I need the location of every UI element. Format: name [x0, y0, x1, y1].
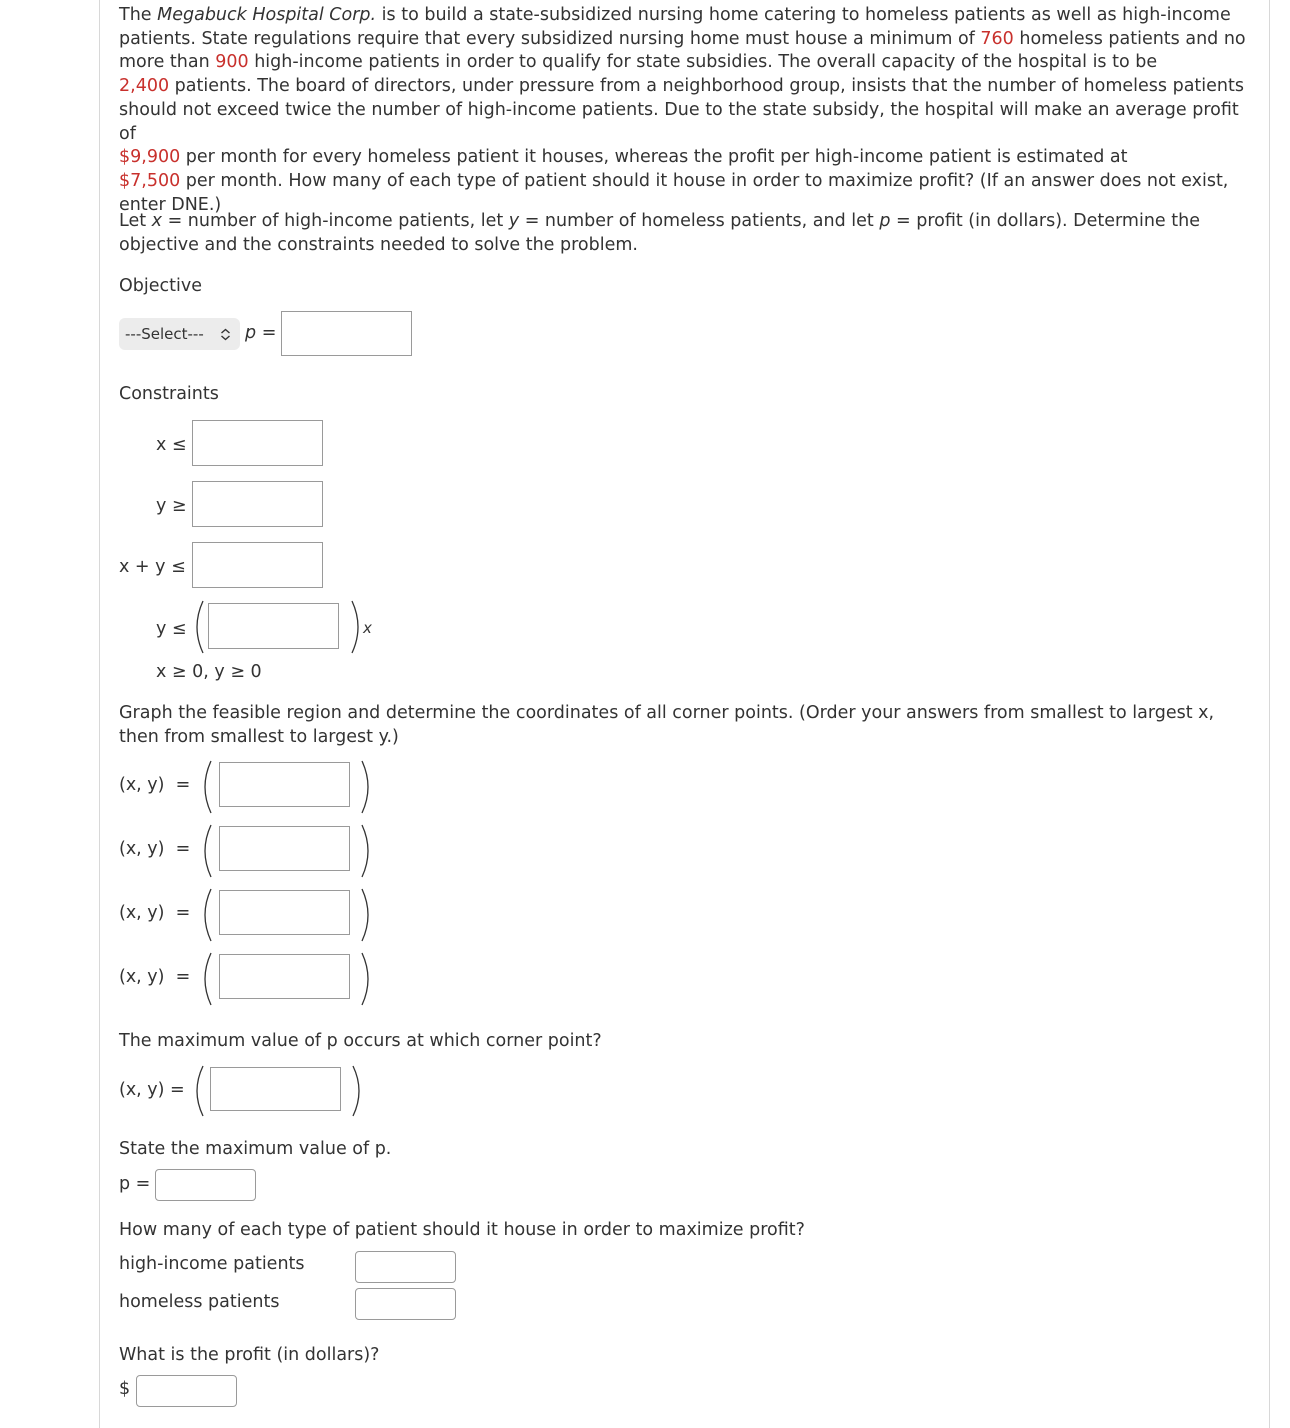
constraint-ratio-input[interactable] [208, 603, 339, 649]
left-paren-icon [198, 952, 214, 1006]
corner-label-1: (x, y) = [119, 775, 191, 795]
objective-heading: Objective [119, 276, 202, 296]
corner-input-1[interactable] [219, 762, 350, 807]
profit-highincome-value: $7,500 [119, 170, 181, 191]
max-value-question: State the maximum value of p. [119, 1139, 392, 1159]
constraint-x-input[interactable] [192, 420, 323, 466]
constraint-x-label: x ≤ [156, 435, 187, 455]
profit-question: What is the profit (in dollars)? [119, 1345, 380, 1365]
left-paren-icon [190, 600, 206, 654]
high-income-input[interactable] [355, 1251, 456, 1283]
chevron-updown-icon [220, 328, 231, 341]
max-point-question: The maximum value of p occurs at which corner point? [119, 1031, 602, 1051]
constraints-heading: Constraints [119, 384, 219, 404]
patients-question: How many of each type of patient should it house in order to maximize profit? [119, 1220, 805, 1240]
homeless-label: homeless patients [119, 1292, 280, 1312]
corner-input-4[interactable] [219, 954, 350, 999]
constraint-y-label: y ≥ [156, 496, 187, 516]
profit-homeless-value: $9,900 [119, 147, 181, 168]
max-value-label: p = [119, 1174, 151, 1194]
profit-input[interactable] [136, 1375, 237, 1407]
corner-instruction: Graph the feasible region and determine the coordinates of all corner points. (Order your answers from smallest to largest x, then from smallest to largest y.) [119, 703, 1215, 747]
right-paren-icon [359, 888, 375, 942]
constraint-sum-label: x + y ≤ [119, 557, 186, 577]
right-paren-icon [359, 952, 375, 1006]
select-value: ---Select--- [125, 325, 204, 343]
left-paren-icon [198, 888, 214, 942]
currency-symbol: $ [119, 1379, 131, 1399]
problem-statement: The Megabuck Hospital Corp. is to build a state-subsidized nursing home catering to homeless patients as well as high-income patients. State regulations require that every subsidized nursing home must house a minimum of 760 homeless patients and no more than 900 high-income patients in order to qualify for state subsidies. The overall capacity of the hospital is to be 2,400 patients. The board of directors, under pressure from a neighborhood group, insists that the number of homeless patients should not exceed twice the number of high-income patients. Due to the state subsidy, the hospital will make an average profit of $9,900 per month for every homeless patient it houses, whereas the profit per high-income patient is estimated at $7,500 per month. How many of each type of patient should it house in order to maximize profit? (If an answer does not exist, enter DNE.) [119, 5, 1246, 215]
constraint-ratio-suffix: x [363, 619, 372, 637]
constraint-sum-input[interactable] [192, 542, 323, 588]
corner-label-2: (x, y) = [119, 839, 191, 859]
corner-input-2[interactable] [219, 826, 350, 871]
corner-input-3[interactable] [219, 890, 350, 935]
min-homeless-value: 760 [980, 28, 1014, 49]
constraint-ratio-label: y ≤ [156, 619, 187, 639]
capacity-value: 2,400 [119, 76, 170, 97]
variable-definitions: Let x = number of high-income patients, let y = number of homeless patients, and let p = profit (in dollars). Determine the objective and the constraints needed to solve the problem. [119, 211, 1200, 255]
right-paren-icon [359, 824, 375, 878]
corner-label-4: (x, y) = [119, 967, 191, 987]
high-income-label: high-income patients [119, 1254, 305, 1274]
corner-label-3: (x, y) = [119, 903, 191, 923]
max-point-label: (x, y) = [119, 1080, 185, 1100]
objective-input[interactable] [281, 311, 412, 356]
max-point-input[interactable] [210, 1067, 341, 1111]
nonnegativity-label: x ≥ 0, y ≥ 0 [156, 662, 262, 682]
left-paren-icon [190, 1065, 206, 1117]
company-name: Megabuck Hospital Corp. [157, 5, 377, 25]
left-paren-icon [198, 760, 214, 814]
left-paren-icon [198, 824, 214, 878]
right-paren-icon [350, 1065, 366, 1117]
max-highincome-value: 900 [215, 52, 249, 73]
objective-select[interactable] [119, 318, 240, 350]
homeless-input[interactable] [355, 1288, 456, 1320]
right-paren-icon [359, 760, 375, 814]
max-value-input[interactable] [155, 1169, 256, 1201]
objective-p-label: p = [245, 323, 277, 343]
constraint-y-input[interactable] [192, 481, 323, 527]
